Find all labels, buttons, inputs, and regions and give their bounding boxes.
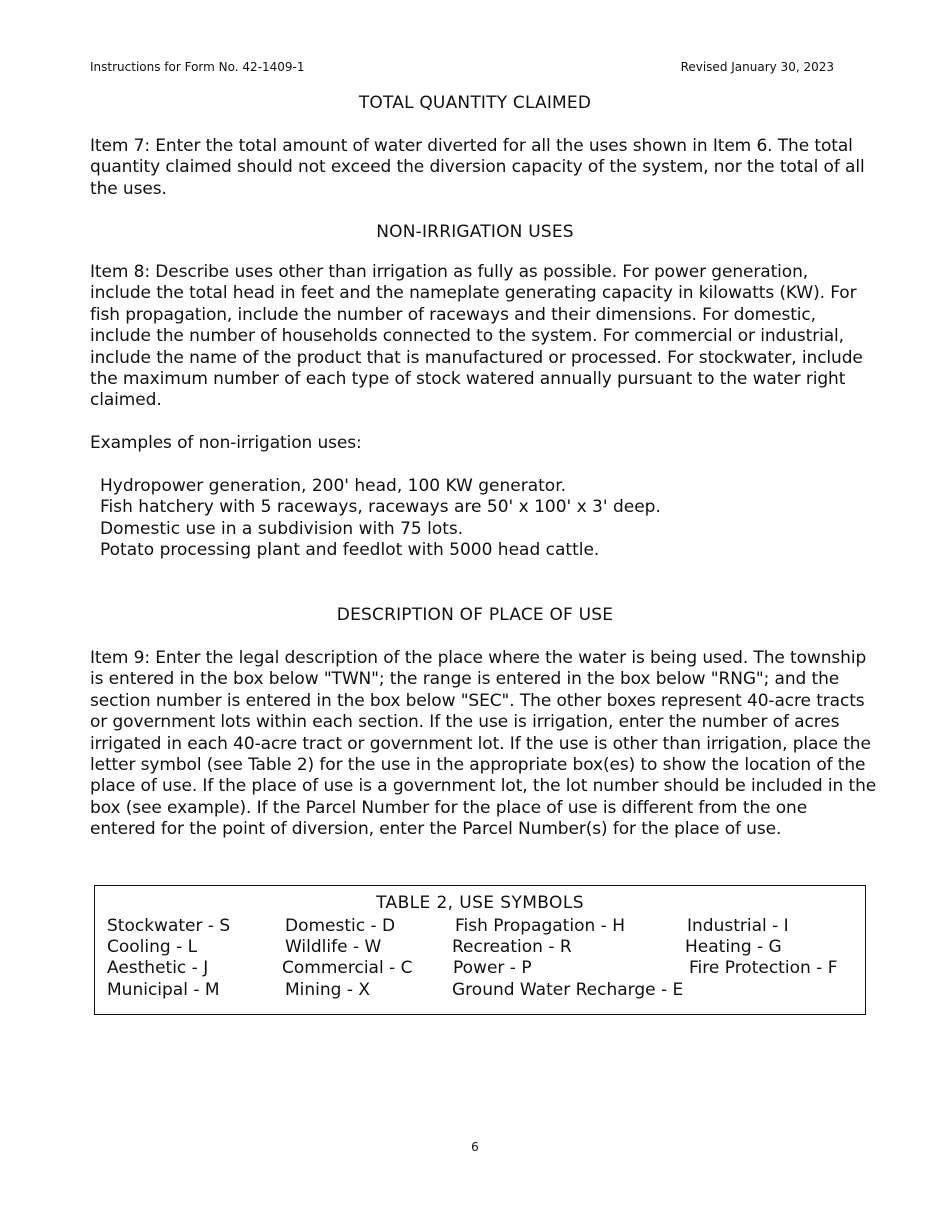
heading-non-irrigation: NON-IRRIGATION USES	[376, 222, 574, 242]
examples-intro: Examples of non-irrigation uses:	[90, 433, 362, 453]
table-cell: Heating - G	[685, 937, 782, 957]
table-cell: Mining - X	[285, 980, 371, 1000]
paragraph-line: letter symbol (see Table 2) for the use in the appropriate box(es) to show the location of the	[90, 755, 866, 776]
table-cell: Power - P	[453, 958, 532, 978]
table-cell: Recreation - R	[452, 937, 572, 957]
paragraph-line: claimed.	[90, 390, 162, 411]
table-cell: Fish Propagation - H	[455, 916, 625, 936]
table-cell: Ground Water Recharge - E	[452, 980, 684, 1000]
paragraph-item-8	[90, 262, 865, 412]
example-item: Hydropower generation, 200' head, 100 KW generator.	[100, 476, 567, 496]
paragraph-line: box (see example). If the Parcel Number for the place of use is different from the one	[90, 797, 808, 818]
example-item: Domestic use in a subdivision with 75 lots.	[100, 518, 464, 539]
paragraph-line: the maximum number of each type of stock watered annually pursuant to the water right	[90, 369, 846, 390]
example-item: Potato processing plant and feedlot with 5000 head cattle.	[100, 539, 600, 560]
paragraph-line: place of use. If the place of use is a government lot, the lot number should be included in the	[90, 776, 877, 797]
paragraph-item-7	[90, 136, 865, 200]
paragraph-line: is entered in the box below "TWN"; the range is entered in the box below "RNG"; and the	[90, 669, 840, 690]
example-item: Fish hatchery with 5 raceways, raceways are 50' x 100' x 3' deep.	[100, 497, 661, 518]
paragraph-line: Item 8: Describe uses other than irrigation as fully as possible. For power generation,	[90, 262, 809, 282]
paragraph-line: include the total head in feet and the nameplate generating capacity in kilowatts (KW). For	[90, 283, 857, 304]
heading-place-of-use: DESCRIPTION OF PLACE OF USE	[336, 605, 614, 625]
paragraph-line: quantity claimed should not exceed the diversion capacity of the system, nor the total of all	[90, 157, 865, 178]
paragraph-line: section number is entered in the box below "SEC". The other boxes represent 40-acre tracts	[90, 690, 865, 711]
header-form-title: Instructions for Form No. 42-1409-1	[90, 60, 305, 74]
paragraph-line: Item 9: Enter the legal description of the place where the water is being used. The township	[90, 648, 867, 668]
table-cell: Aesthetic - J	[107, 958, 209, 978]
page-number: 6	[471, 1140, 479, 1154]
table-cell: Stockwater - S	[107, 916, 231, 936]
heading-total-quantity: TOTAL QUANTITY CLAIMED	[358, 93, 592, 113]
table-cell: Municipal - M	[107, 980, 220, 1000]
table-cell: Cooling - L	[107, 937, 198, 957]
paragraph-line: entered for the point of diversion, enter the Parcel Number(s) for the place of use.	[90, 819, 782, 840]
table-title: TABLE 2, USE SYMBOLS	[376, 893, 584, 913]
table-cell: Wildlife - W	[285, 937, 382, 957]
paragraph-line: include the number of households connected to the system. For commercial or industrial,	[90, 326, 844, 347]
table-cell: Commercial - C	[282, 958, 413, 978]
examples-list	[100, 476, 661, 561]
paragraph-line: the uses.	[90, 178, 167, 199]
paragraph-line: or government lots within each section. If the use is irrigation, enter the number of acres	[90, 712, 840, 733]
paragraph-line: fish propagation, include the number of raceways and their dimensions. For domestic,	[90, 304, 816, 325]
paragraph-line: Item 7: Enter the total amount of water diverted for all the uses shown in Item 6. The total	[90, 136, 853, 156]
table-cell: Fire Protection - F	[689, 958, 838, 978]
table-cell: Industrial - I	[687, 916, 789, 936]
use-symbols-table	[94, 885, 866, 1015]
paragraph-line: include the name of the product that is manufactured or processed. For stockwater, include	[90, 347, 863, 368]
header-revision-date: Revised January 30, 2023	[680, 60, 834, 74]
table-cell: Domestic - D	[285, 916, 396, 936]
paragraph-item-9	[90, 648, 877, 841]
paragraph-line: irrigated in each 40-acre tract or government lot. If the use is other than irrigation, place the	[90, 733, 871, 754]
